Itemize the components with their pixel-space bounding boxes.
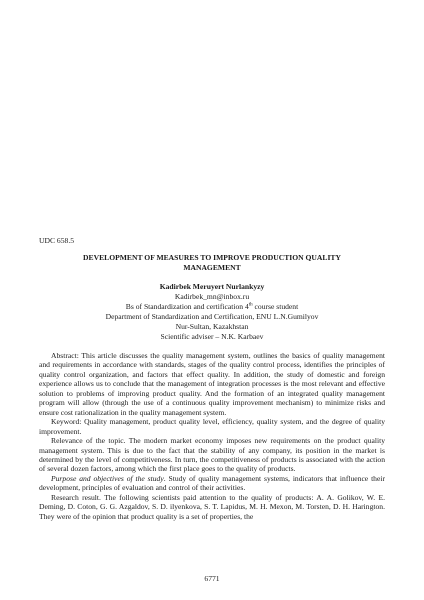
author-name: Kadirbek Meruyert Nurlankyzy (159, 282, 265, 291)
keywords-paragraph: Keyword: Quality management, product quality level, efficiency, quality system, and the degree of quality improvement. (39, 417, 385, 436)
abstract-paragraph: Abstract: This article discusses the quality management system, outlines the basics of quality management and requirements in accordance with standards, stages of the quality control process, identifies the principles of quality control organization, and factors that effect quality. In addition, the study of domestic and foreign experience allows us to conclude that the management of integration processes is the most relevant and effective solution to problems of improving product quality. And the formation of an integrated quality management program will allow (through the use of a continuous quality improvement mechanism) to minimize risks and ensure cost rationalization in the quality management system. (39, 351, 385, 417)
author-status (50, 302, 374, 312)
author-status-ordinal: th (248, 302, 253, 308)
udc-code: UDC 658.5 (39, 236, 75, 245)
author-status-tail: course student (252, 302, 299, 311)
page-number: 6771 (204, 574, 220, 583)
author-city: Nur-Sultan, Kazakhstan (175, 322, 249, 331)
purpose-paragraph (39, 474, 385, 493)
author-email: Kadirbek_mn@inbox.ru (174, 292, 250, 301)
author-block (50, 282, 374, 342)
purpose-text: . Study of quality management systems, indicators that influence their development, principles of evaluation and control of their activities. (39, 473, 385, 493)
article-title: DEVELOPMENT OF MEASURES TO IMPROVE PRODUCTION QUALITY MANAGEMENT (83, 253, 341, 272)
article-body (39, 351, 385, 521)
author-department: Department of Standardization and Certification, ENU L.N.Gumilyov (105, 312, 319, 321)
scientific-adviser: Scientific adviser – N.K. Karbaev (160, 332, 264, 341)
author-status-main: Bs of Standardization and certification 4 (125, 302, 249, 311)
relevance-paragraph: Relevance of the topic. The modern market economy imposes new requirements on the product quality management system. This is due to the fact that the stability of any company, its position in the market is determined by the level of competitiveness. In turn, the competitiveness of products is associated with the action of several dozen factors, among which the first place goes to the quality of products. (39, 436, 385, 474)
purpose-label: Purpose and objectives of the study (51, 473, 164, 483)
research-paragraph: Research result. The following scientists paid attention to the quality of products: A. A. Golikov, W. E. Deming, D. Coton, G. G. Azgaldov, S. D. ilyenkova, S. T. Lapidus, M. H. Mexon, M. Torsten, D. H. Harington. They were of the opinion that product quality is a set of properties, the (39, 492, 385, 521)
